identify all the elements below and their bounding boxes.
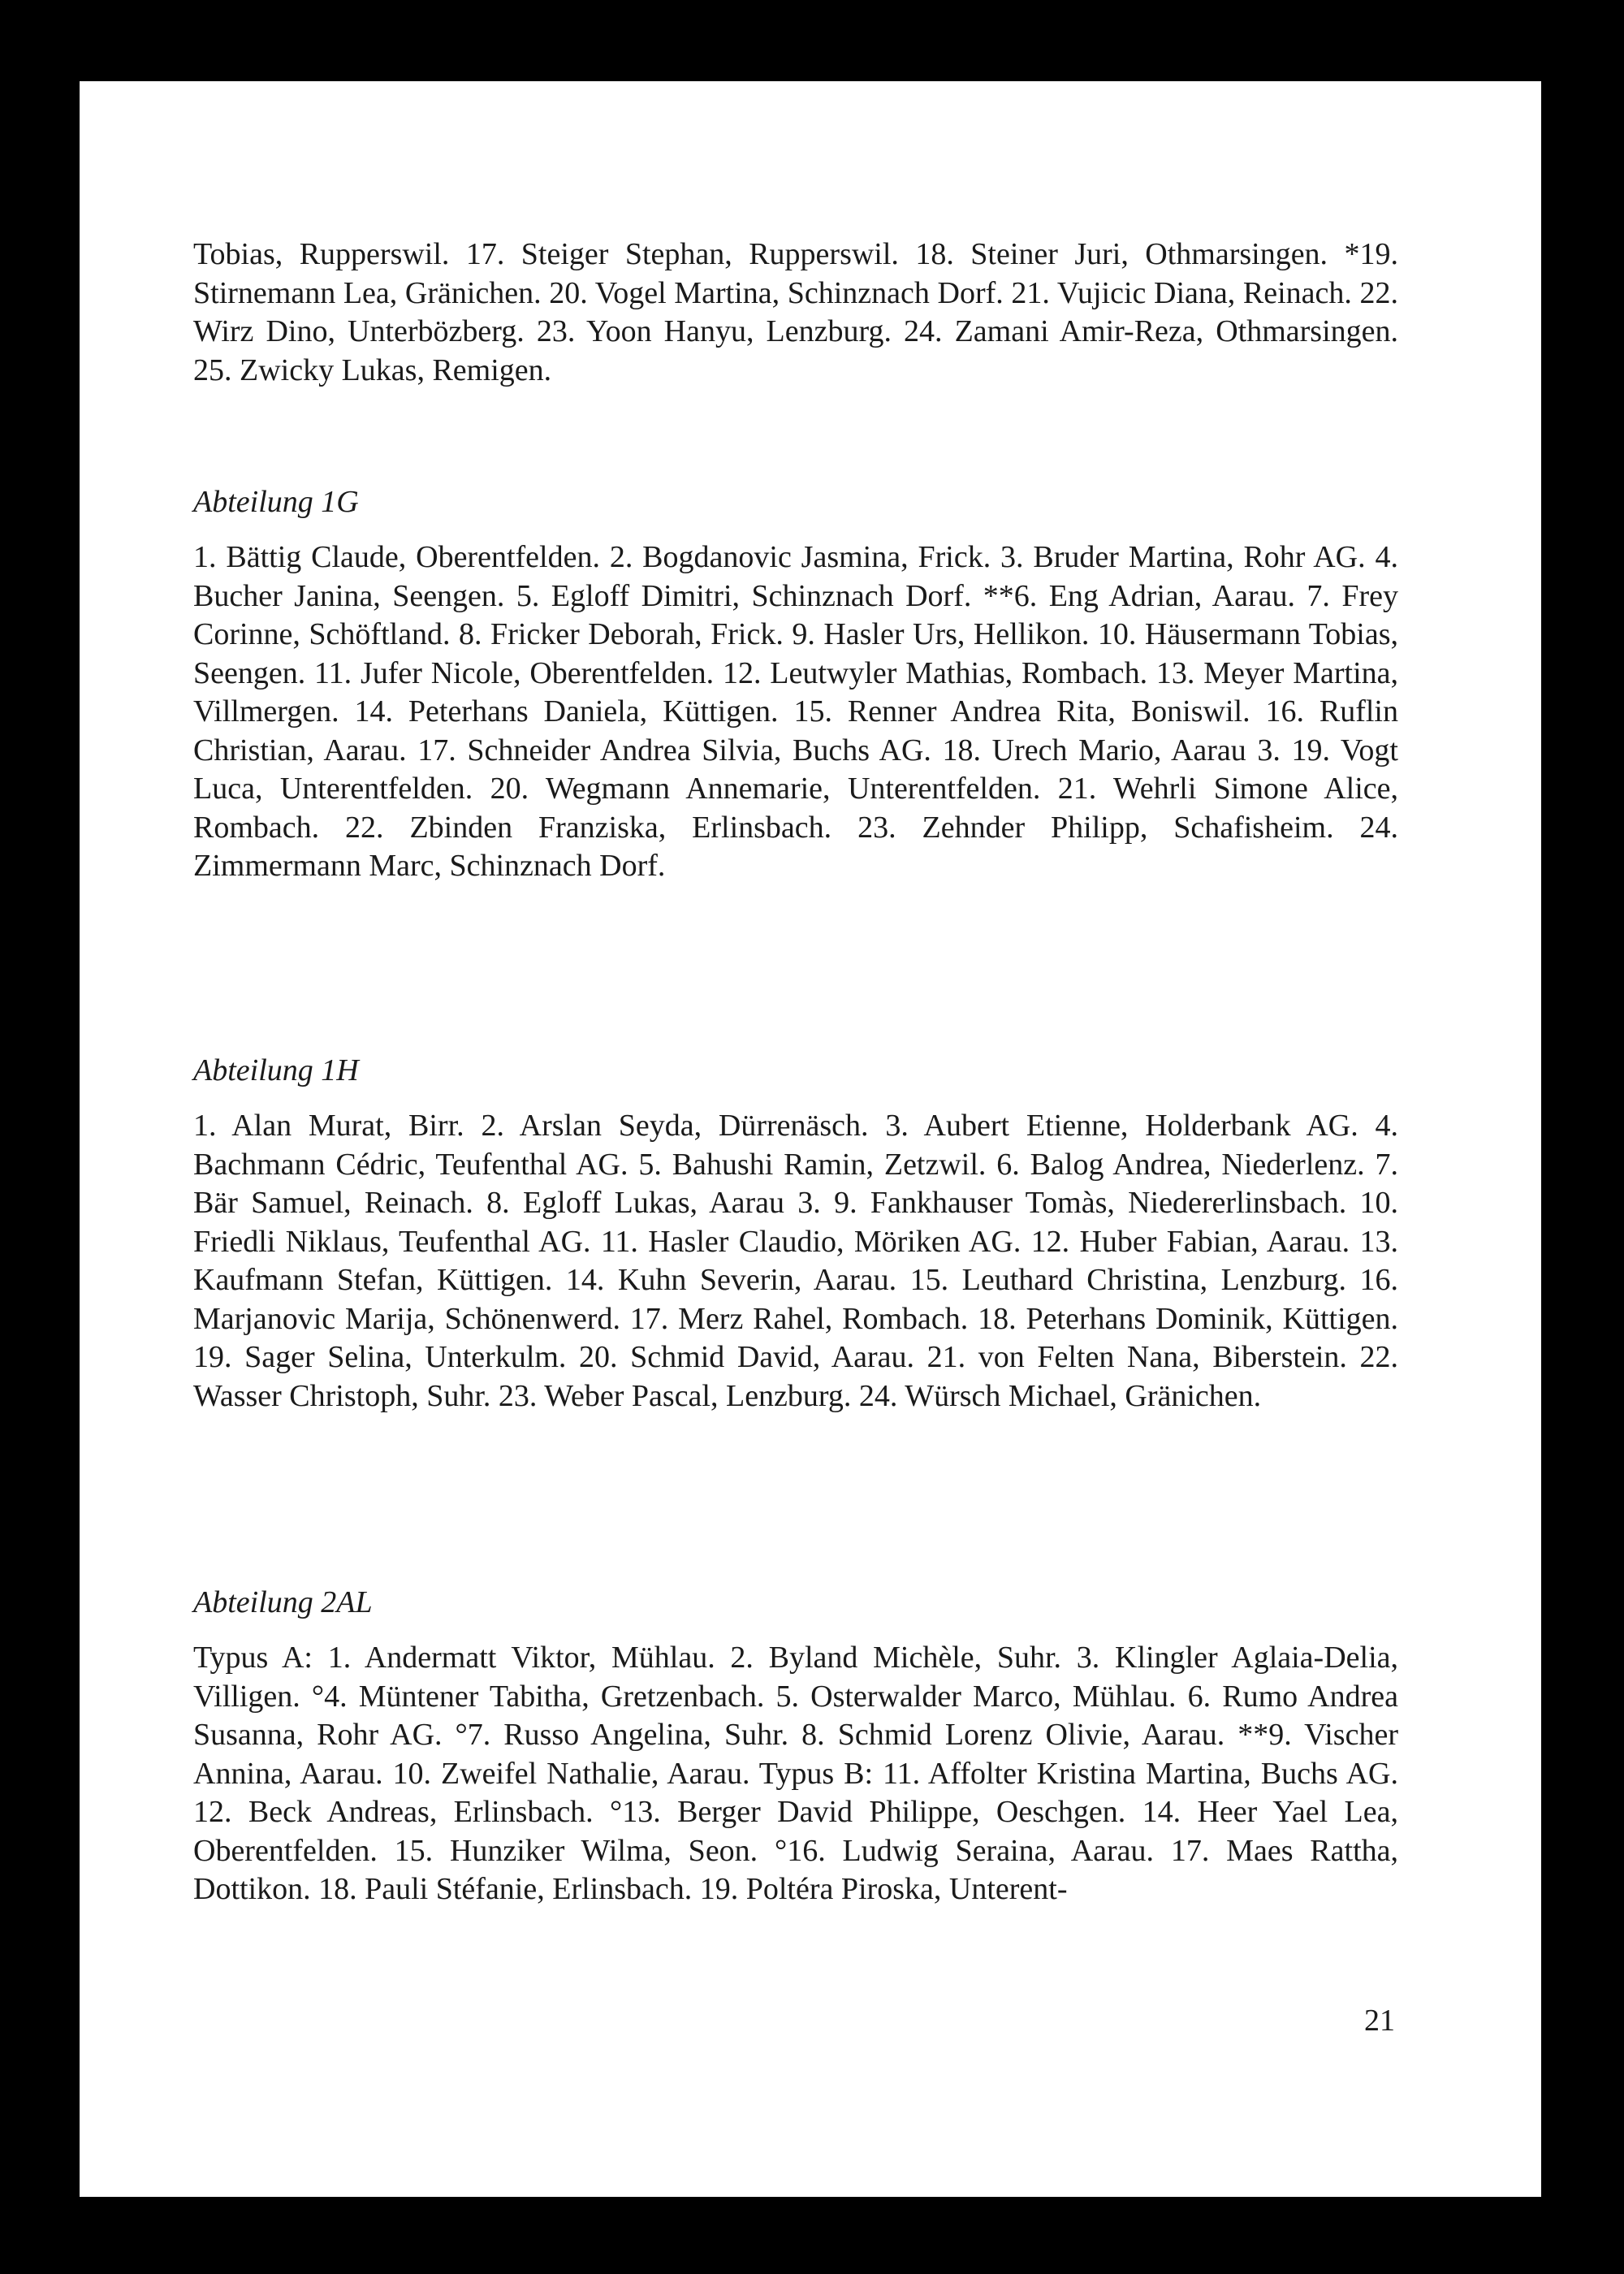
section-body-2al: Typus A: 1. Andermatt Viktor, Mühlau. 2. Byland Michèle, Suhr. 3. Klingler Aglaia-Delia, Villigen. °4. Müntener Tabitha, Gretzenbach. 5. Osterwalder Marco, Mühlau. 6. Rumo Andrea Susanna, Rohr AG. °7. Russo Angelina, Suhr. 8. Schmid Lorenz Olivie, Aarau. **9. Vischer Annina, Aarau. 10. Zweifel Nathalie, Aarau. Typus B: 11. Affolter Kristina Martina, Buchs AG. 12. Beck Andreas, Erlinsbach. °13. Berger David Philippe, Oeschgen. 14. Heer Yael Lea, Oberentfelden. 15. Hunziker Wilma, Seon. °16. Ludwig Seraina, Aarau. 17. Maes Rattha, Dottikon. 18. Pauli Stéfanie, Erlinsbach. 19. Poltéra Piroska, Unterent- — [193, 1641, 1398, 1906]
section-heading-2al: Abteilung 2AL — [193, 1585, 373, 1619]
section-body-1h: 1. Alan Murat, Birr. 2. Arslan Seyda, Dürrenäsch. 3. Aubert Etienne, Holderbank AG. 4. Bachmann Cédric, Teufenthal AG. 5. Bahushi Ramin, Zetzwil. 6. Balog Andrea, Niederlenz. 7. Bär Samuel, Reinach. 8. Egloff Lukas, Aarau 3. 9. Fankhauser Tomàs, Niedererlinsbach. 10. Friedli Niklaus, Teufenthal AG. 11. Hasler Claudio, Möriken AG. 12. Huber Fabian, Aarau. 13. Kaufmann Stefan, Küttigen. 14. Kuhn Severin, Aarau. 15. Leuthard Christina, Lenzburg. 16. Marjanovic Marija, Schönenwerd. 17. Merz Rahel, Rombach. 18. Peterhans Dominik, Küttigen. 19. Sager Selina, Unterkulm. 20. Schmid David, Aarau. 21. von Felten Nana, Biberstein. 22. Wasser Christoph, Suhr. 23. Weber Pascal, Lenzburg. 24. Würsch Michael, Gränichen. — [193, 1109, 1398, 1413]
continuation-paragraph: Tobias, Rupperswil. 17. Steiger Stephan, Rupperswil. 18. Steiner Juri, Othmarsingen. *19. Stirnemann Lea, Gränichen. 20. Vogel Martina, Schinznach Dorf. 21. Vujicic Diana, Reinach. 22. Wirz Dino, Unterbözberg. 23. Yoon Hanyu, Lenzburg. 24. Zamani Amir-Reza, Othmarsingen. 25. Zwicky Lukas, Remigen. — [193, 237, 1398, 387]
section-heading-1h: Abteilung 1H — [193, 1053, 359, 1087]
section-body-1g: 1. Bättig Claude, Oberentfelden. 2. Bogdanovic Jasmina, Frick. 3. Bruder Martina, Rohr AG. 4. Bucher Janina, Seengen. 5. Egloff Dimitri, Schinznach Dorf. **6. Eng Adrian, Aarau. 7. Frey Corinne, Schöftland. 8. Fricker Deborah, Frick. 9. Hasler Urs, Hellikon. 10. Häusermann Tobias, Seengen. 11. Jufer Nicole, Oberentfelden. 12. Leutwyler Mathias, Rombach. 13. Meyer Martina, Villmergen. 14. Peterhans Daniela, Küttigen. 15. Renner Andrea Rita, Boniswil. 16. Ruflin Christian, Aarau. 17. Schneider Andrea Silvia, Buchs AG. 18. Urech Mario, Aarau 3. 19. Vogt Luca, Unterentfelden. 20. Wegmann Annemarie, Unterentfelden. 21. Wehrli Simone Alice, Rombach. 22. Zbinden Franziska, Erlinsbach. 23. Zehnder Philipp, Schafisheim. 24. Zimmermann Marc, Schinznach Dorf. — [193, 540, 1398, 883]
section-heading-1g: Abteilung 1G — [193, 485, 359, 519]
page-number: 21 — [1364, 2004, 1395, 2038]
document-page — [80, 81, 1541, 2197]
